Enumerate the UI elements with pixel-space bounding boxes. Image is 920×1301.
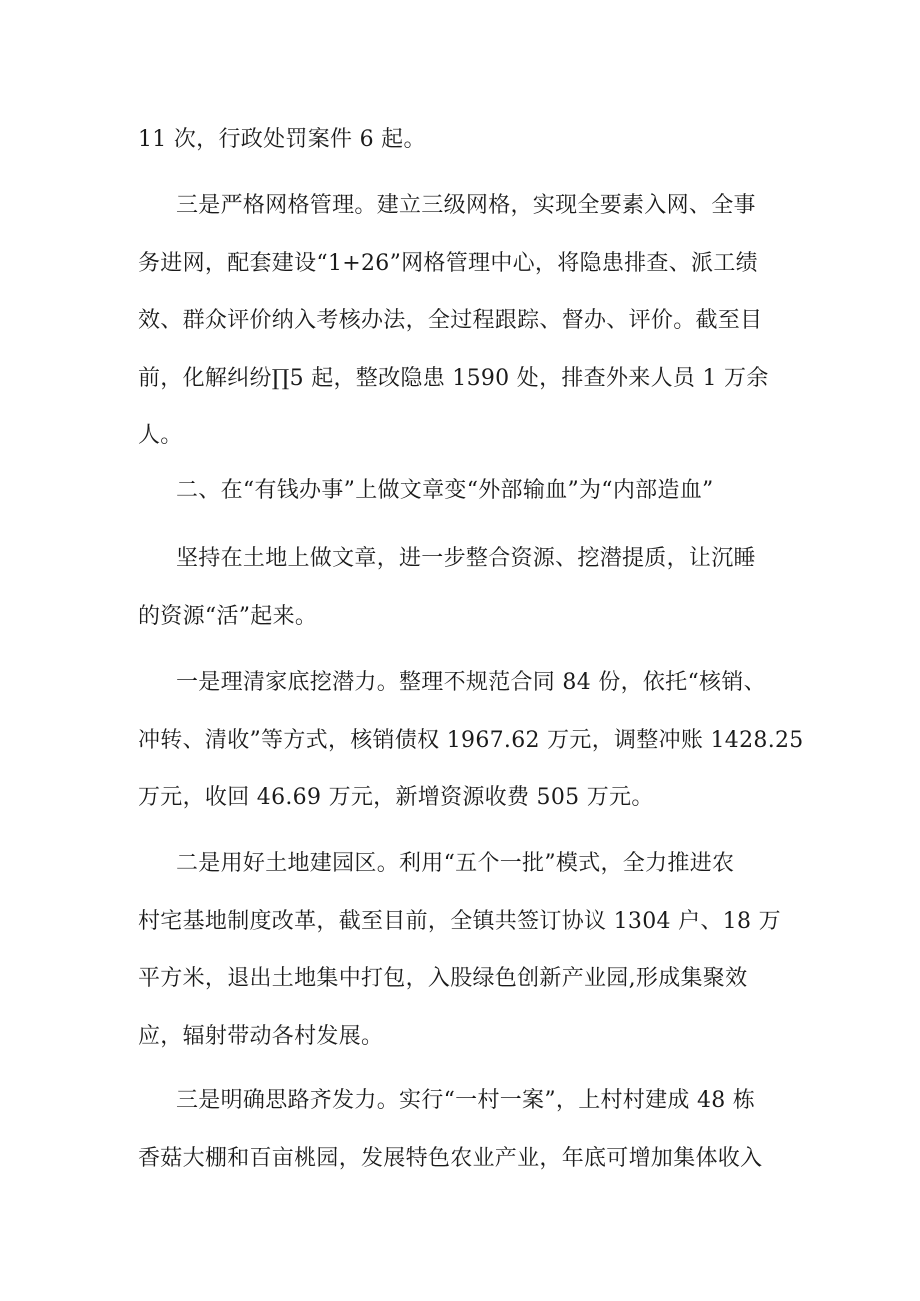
paragraph-land-park [138, 835, 788, 1065]
text-line: 的资源“活”起来。 [138, 603, 318, 629]
text-line: 前，化解纠纷∏5 起，整改隐患 1590 处，排查外来人员 1 万余 [138, 365, 769, 391]
text-line: 务进网，配套建设“1+26”网格管理中心，将隐患排查、派工绩 [138, 250, 758, 276]
paragraph-continuation [138, 111, 788, 169]
text-line: 万元，收回 46.69 万元，新增资源收费 505 万元。 [138, 785, 654, 810]
paragraph-grid-management [138, 177, 788, 465]
text-line: 11 次，行政处罚案件 6 起。 [138, 127, 426, 152]
text-line: 人。 [138, 423, 183, 448]
paragraph-assets [138, 654, 804, 827]
section-heading [138, 462, 788, 520]
text-line: 一是理清家底挖潜力。整理不规范合同 84 份，依托“核销、 [176, 670, 766, 695]
text-line: 效、群众评价纳入考核办法，全过程跟踪、督办、评价。截至目 [138, 308, 763, 333]
text-line: 村宅基地制度改革，截至目前，全镇共签订协议 1304 户、18 万 [138, 908, 781, 934]
text-line: 香菇大棚和百亩桃园，发展特色农业产业，年底可增加集体收入 [138, 1145, 763, 1171]
paragraph-land-intro [138, 530, 788, 645]
text-line: 三是严格网格管理。建立三级网格，实现全要素入网、全事 [176, 193, 756, 218]
text-line: 三是明确思路齐发力。实行“一村一案”，上村村建成 48 栋 [176, 1088, 756, 1113]
text-line: 平方米，退出土地集中打包，入股绿色创新产业园,形成集聚效 [138, 966, 748, 991]
text-line: 二是用好土地建园区。利用“五个一批”模式，全力推进农 [176, 851, 735, 876]
text-line: 应，辐射带动各村发展。 [138, 1023, 384, 1049]
text-line: 二、在“有钱办事”上做文章变“外部输血”为“内部造血” [176, 478, 714, 503]
text-line: 坚持在土地上做文章，进一步整合资源、挖潜提质，让沉睡 [176, 546, 756, 571]
paragraph-strategy [138, 1072, 788, 1187]
text-line: 冲转、清收”等方式，核销债权 1967.62 万元，调整冲账 1428.25 [138, 727, 804, 753]
